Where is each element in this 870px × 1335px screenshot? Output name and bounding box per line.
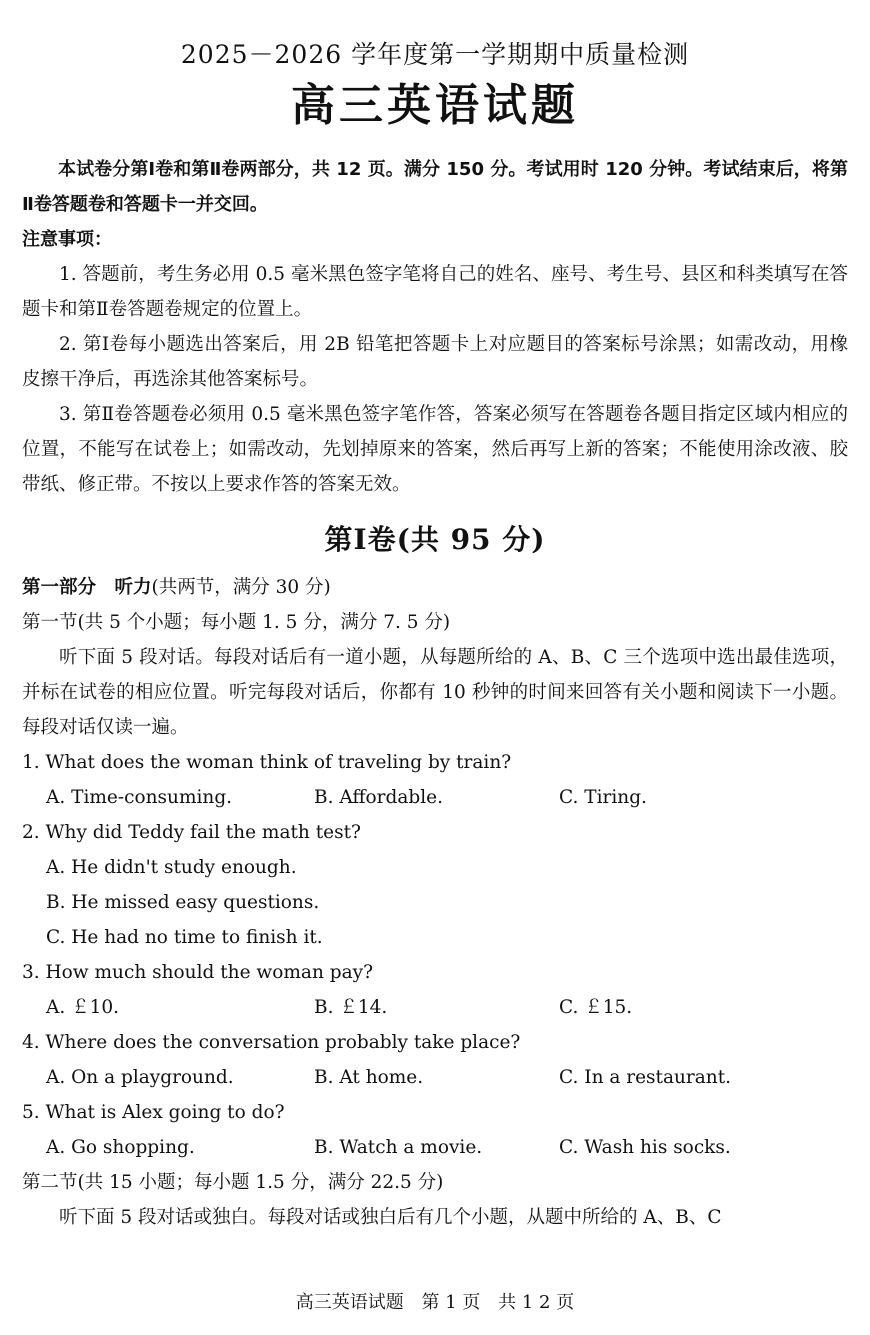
part-1-title: 第一部分 听力: [22, 577, 152, 598]
question-3-options: [22, 990, 848, 1025]
question-5-stem: 5. What is Alex going to do?: [22, 1102, 285, 1123]
question-2-option-a: A. He didn't study enough.: [46, 857, 297, 878]
section-1-heading: 第一节(共 5 个小题；每小题 1. 5 分，满分 7. 5 分): [22, 612, 451, 633]
question-4-stem: 4. Where does the conversation probably take place?: [22, 1032, 521, 1053]
question-2-option-c: C. He had no time to finish it.: [46, 927, 323, 948]
volume-1-title: 第Ⅰ卷(共 95 分): [324, 523, 546, 556]
question-2-stem: 2. Why did Teddy fail the math test?: [22, 822, 361, 843]
footer-total-pages: 共 1 2 页: [498, 1292, 575, 1313]
section-2-heading: 第二节(共 15 小题；每小题 1.5 分，满分 22.5 分): [22, 1172, 444, 1193]
question-5-option-b: B. Watch a movie.: [314, 1137, 483, 1158]
question-5-option-a: A. Go shopping.: [46, 1137, 195, 1158]
notice-item-3: 3. 第Ⅱ卷答题卷必须用 0.5 毫米黑色签字笔作答，答案必须写在答题卷各题目指定区域内相应的位置，不能写在试卷上；如需改动，先划掉原来的答案，然后再写上新的答案；不能使用涂改液、胶带纸、修正带。不按以上要求作答的答案无效。: [22, 404, 848, 495]
question-1-option-b: B. Affordable.: [314, 787, 443, 808]
section-2-instructions: 听下面 5 段对话或独白。每段对话或独白后有几个小题，从题中所给的 A、B、C: [59, 1207, 722, 1228]
question-5-options: [22, 1130, 848, 1165]
question-1-option-a: A. Time-consuming.: [46, 787, 233, 808]
footer-title: 高三英语试题: [295, 1292, 404, 1313]
section-1-instructions: 听下面 5 段对话。每段对话后有一道小题，从每题所给的 A、B、C 三个选项中选出最佳选项，并标在试卷的相应位置。听完每段对话后，你都有 10 秒钟的时间来回答有关小题和阅读下一小题。每段对话仅读一遍。: [22, 647, 848, 738]
question-4-options: [22, 1060, 848, 1095]
part-1-note: (共两节，满分 30 分): [151, 577, 331, 598]
page-footer: [0, 1290, 870, 1316]
exam-term-header: 2025－2026 学年度第一学期期中质量检测: [180, 40, 690, 69]
notice-item-1: 1. 答题前，考生务必用 0.5 毫米黑色签字笔将自己的姓名、座号、考生号、县区和科类填写在答题卡和第Ⅱ卷答题卷规定的位置上。: [22, 264, 848, 320]
notice-item-2: 2. 第Ⅰ卷每小题选出答案后，用 2B 铅笔把答题卡上对应题目的答案标号涂黑；如需改动，用橡皮擦干净后，再选涂其他答案标号。: [22, 334, 848, 390]
question-3-stem: 3. How much should the woman pay?: [22, 962, 373, 983]
question-4-option-c: C. In a restaurant.: [559, 1067, 732, 1088]
question-5-option-c: C. Wash his socks.: [559, 1137, 731, 1158]
question-4-option-b: B. At home.: [314, 1067, 424, 1088]
question-2-option-b: B. He missed easy questions.: [46, 892, 320, 913]
question-3-option-a: A. ￡10.: [46, 997, 120, 1018]
question-4-option-a: A. On a playground.: [46, 1067, 234, 1088]
footer-page-number: 第 1 页: [421, 1292, 481, 1313]
notice-label: 注意事项：: [22, 229, 112, 250]
question-1-stem: 1. What does the woman think of traveling by train?: [22, 752, 512, 773]
exam-title: 高三英语试题: [291, 80, 579, 131]
question-1-options: [22, 780, 848, 815]
part-1-heading: [22, 570, 848, 605]
question-1-option-c: C. Tiring.: [559, 787, 647, 808]
question-3-option-c: C. ￡15.: [559, 997, 633, 1018]
question-3-option-b: B. ￡14.: [314, 997, 388, 1018]
intro-paragraph: 本试卷分第Ⅰ卷和第Ⅱ卷两部分，共 12 页。满分 150 分。考试用时 120 分钟。考试结束后，将第Ⅱ卷答题卷和答题卡一并交回。: [22, 159, 848, 215]
